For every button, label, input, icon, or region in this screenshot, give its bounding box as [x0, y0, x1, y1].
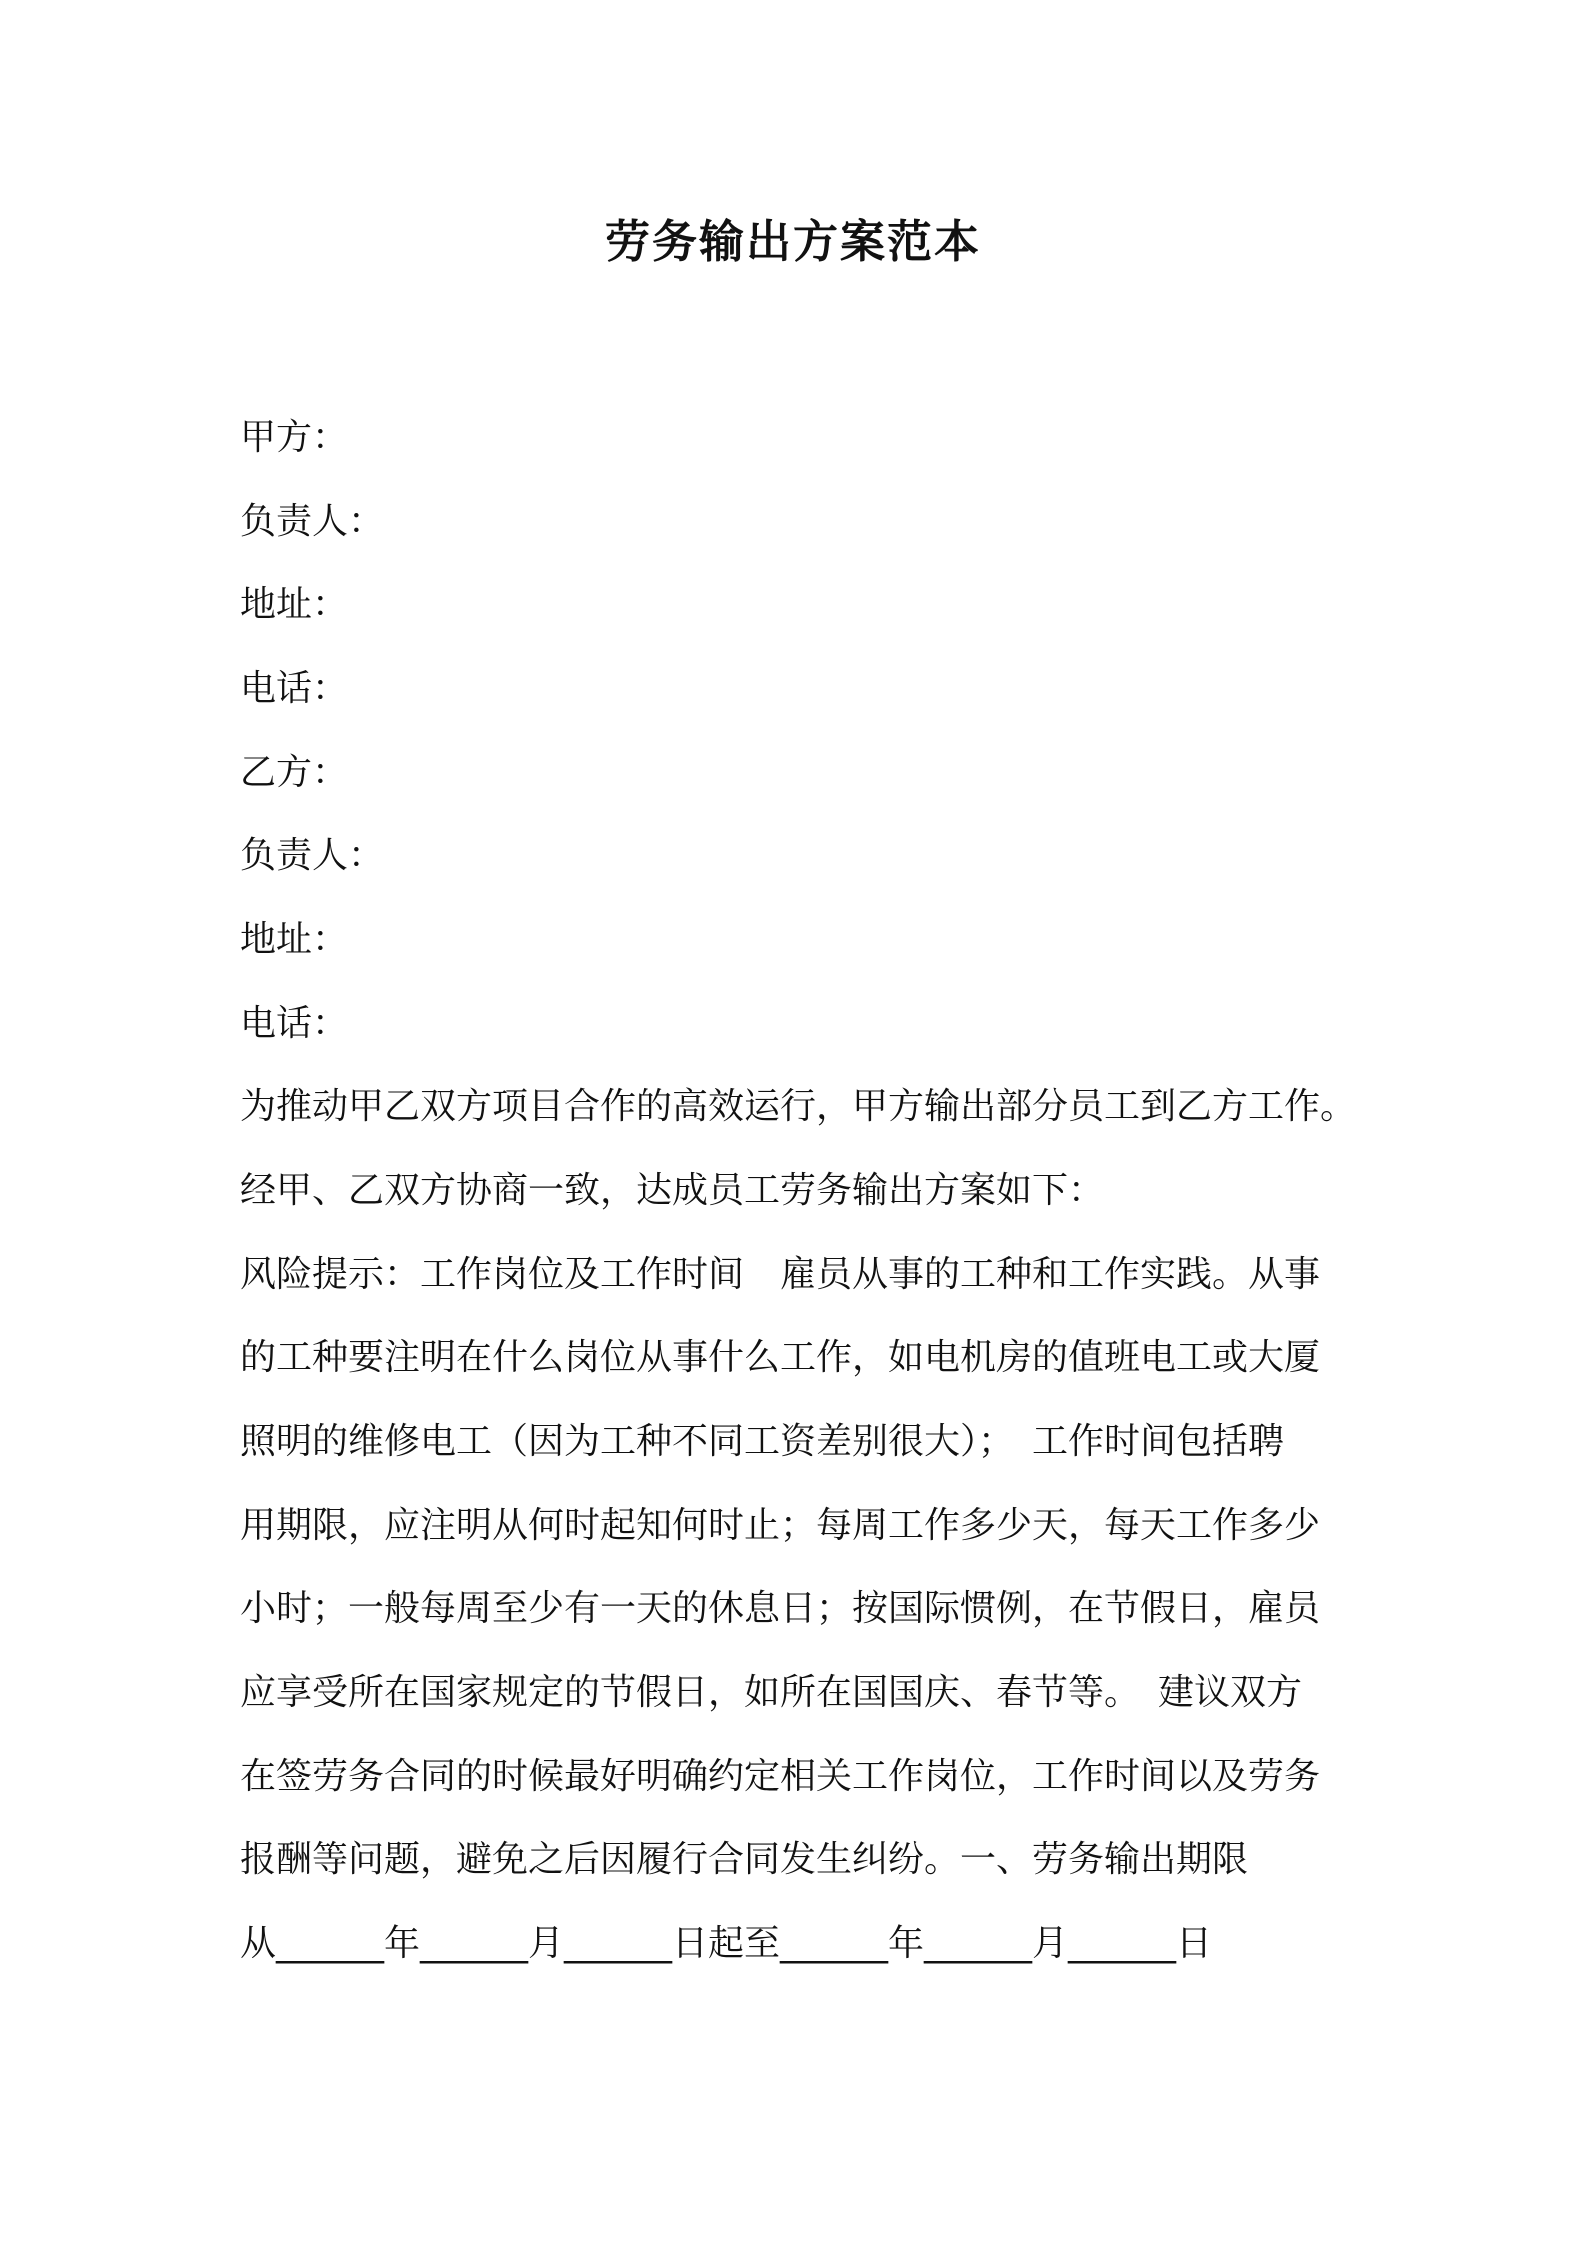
party-a-phone-label: 电话：	[240, 668, 349, 709]
body-paragraph-line: 在签劳务合同的时候最好明确约定相关工作岗位，工作时间以及劳务	[240, 1756, 1321, 1797]
body-paragraph-line: 小时；一般每周至少有一天的休息日；按国际惯例，在节假日，雇员	[240, 1588, 1321, 1629]
body-paragraph-line: 风险提示：工作岗位及工作时间 雇员从事的工种和工作实践。从事	[240, 1254, 1321, 1295]
party-b-phone-label: 电话：	[240, 1003, 349, 1044]
body-paragraph-line: 经甲、乙双方协商一致，达成员工劳务输出方案如下：	[240, 1170, 1105, 1211]
party-b-contact-person-label: 负责人：	[240, 835, 385, 876]
term-date-line: 从______年______月______日起至______年______月______日	[240, 1923, 1213, 1964]
body-paragraph-line: 报酬等问题，避免之后因履行合同发生纠纷。一、劳务输出期限	[240, 1839, 1249, 1880]
body-paragraph-line: 的工种要注明在什么岗位从事什么工作，如电机房的值班电工或大厦	[240, 1337, 1321, 1378]
body-paragraph-line: 照明的维修电工（因为工种不同工资差别很大）； 工作时间包括聘	[240, 1421, 1285, 1462]
body-paragraph-line: 应享受所在国家规定的节假日，如所在国国庆、春节等。 建议双方	[240, 1672, 1303, 1713]
party-a-address-label: 地址：	[240, 584, 349, 625]
body-paragraph-line: 用期限，应注明从何时起知何时止；每周工作多少天，每天工作多少	[240, 1505, 1321, 1546]
party-a-contact-person-label: 负责人：	[240, 501, 385, 542]
body-paragraph-line: 为推动甲乙双方项目合作的高效运行，甲方输出部分员工到乙方工作。	[240, 1086, 1357, 1127]
party-b-address-label: 地址：	[240, 919, 349, 960]
party-a-label: 甲方：	[240, 417, 349, 458]
document-title: 劳务输出方案范本	[604, 215, 981, 268]
party-b-label: 乙方：	[240, 752, 349, 793]
